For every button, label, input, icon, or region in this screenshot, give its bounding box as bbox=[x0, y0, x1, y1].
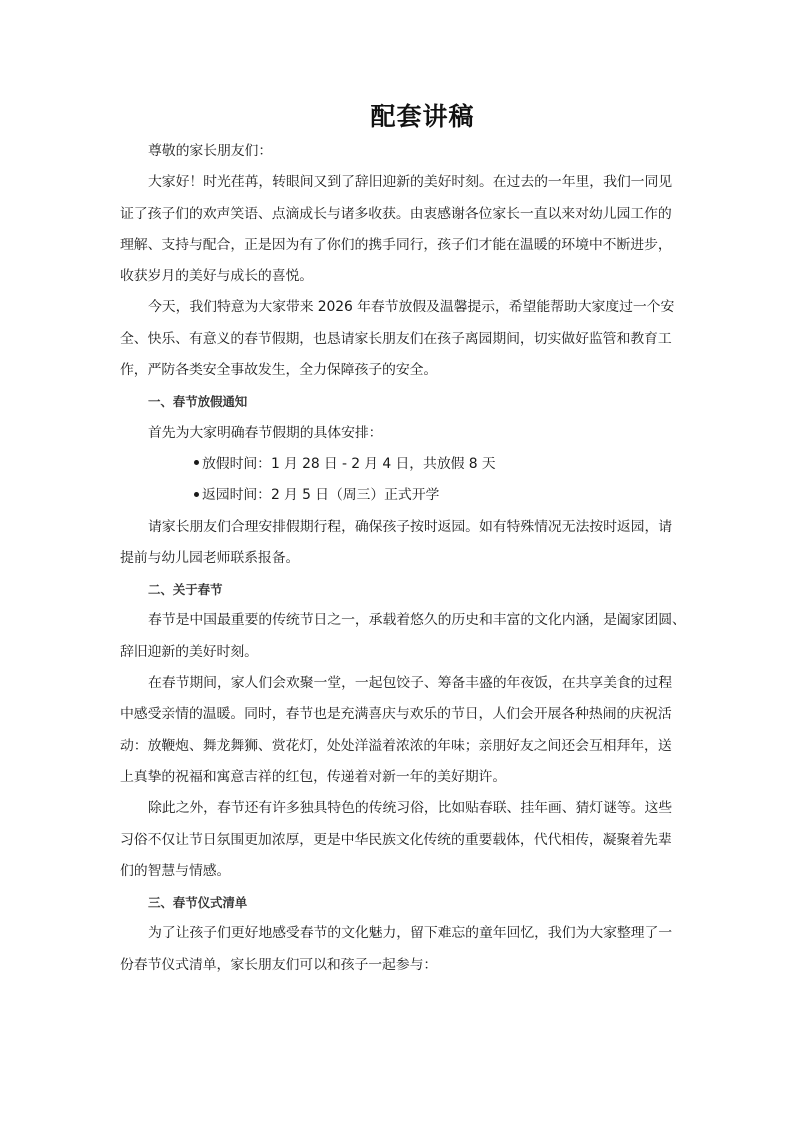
bullet-text: 返园时间：2 月 5 日（周三）正式开学 bbox=[202, 487, 440, 504]
section-heading: 一、春节放假通知 bbox=[148, 394, 248, 410]
bullet-icon bbox=[194, 492, 199, 497]
paragraph-line: 春节是中国最重要的传统节日之一，承载着悠久的历史和丰富的文化内涵，是阖家团圆、 bbox=[148, 612, 686, 629]
greeting: 尊敬的家长朋友们： bbox=[148, 143, 273, 159]
paragraph-line: 为了让孩子们更好地感受春节的文化魅力，留下难忘的童年回忆，我们为大家整理了一 bbox=[148, 925, 673, 942]
paragraph-line: 中感受亲情的温暖。同时，春节也是充满喜庆与欢乐的节日，人们会开展各种热闹的庆祝活 bbox=[120, 706, 672, 723]
paragraph-line: 理解、支持与配合，正是因为有了你们的携手同行，孩子们才能在温暖的环境中不断进步， bbox=[120, 236, 672, 253]
paragraph-line: 在春节期间，家人们会欢聚一堂，一起包饺子、筹备丰盛的年夜饭，在共享美食的过程 bbox=[148, 675, 673, 692]
section-ritual-checklist bbox=[120, 887, 690, 981]
section-holiday-notice bbox=[120, 386, 690, 574]
paragraph-line: 动：放鞭炮、舞龙舞狮、赏花灯，处处洋溢着浓浓的年味；亲朋好友之间还会互相拜年，送 bbox=[120, 737, 672, 754]
paragraph-line: 份春节仪式清单，家长朋友们可以和孩子一起参与： bbox=[120, 956, 438, 973]
paragraph-line: 收获岁月的美好与成长的喜悦。 bbox=[120, 268, 314, 285]
paragraph-line: 作，严防各类安全事故发生，全力保障孩子的安全。 bbox=[120, 362, 438, 379]
bullet-item bbox=[120, 480, 690, 511]
paragraph-line: 大家好！时光荏苒，转眼间又到了辞旧迎新的美好时刻。在过去的一年里，我们一同见 bbox=[148, 174, 673, 191]
paragraph-line: 上真挚的祝福和寓意吉祥的红包，传递着对新一年的美好期许。 bbox=[120, 768, 507, 785]
section-heading: 三、春节仪式清单 bbox=[148, 895, 248, 911]
paragraph-line: 习俗不仅让节日氛围更加浓厚，更是中华民族文化传统的重要载体，代代相传，凝聚着先辈 bbox=[120, 831, 672, 848]
paragraph-line: 除此之外，春节还有许多独具特色的传统习俗，比如贴春联、挂年画、猜灯谜等。这些 bbox=[148, 800, 673, 817]
paragraph-line: 辞旧迎新的美好时刻。 bbox=[120, 643, 258, 660]
paragraph-line: 们的智慧与情感。 bbox=[120, 862, 231, 879]
paragraph-line: 今天，我们特意为大家带来 2026 年春节放假及温馨提示，希望能帮助大家度过一个安 bbox=[148, 299, 675, 316]
section-lead: 首先为大家明确春节假期的具体安排： bbox=[148, 424, 383, 441]
paragraph-line: 提前与幼儿园老师联系报备。 bbox=[120, 549, 300, 566]
bullet-icon bbox=[194, 460, 199, 465]
paragraph-line: 证了孩子们的欢声笑语、点滴成长与诸多收获。由衷感谢各位家长一直以来对幼儿园工作的 bbox=[120, 205, 672, 222]
intro-paragraph bbox=[120, 167, 690, 292]
paragraph-line: 请家长朋友们合理安排假期行程，确保孩子按时返园。如有特殊情况无法按时返园，请 bbox=[148, 518, 673, 535]
page-title: 配套讲稿 bbox=[370, 102, 475, 131]
paragraph-line: 全、快乐、有意义的春节假期，也恳请家长朋友们在孩子离园期间，切实做好监管和教育工 bbox=[120, 330, 672, 347]
document-body bbox=[120, 136, 690, 981]
section-heading: 二、关于春节 bbox=[148, 582, 223, 598]
bullet-item bbox=[120, 449, 690, 480]
purpose-paragraph bbox=[120, 292, 690, 386]
section-about-spring-festival bbox=[120, 574, 690, 887]
bullet-text: 放假时间：1 月 28 日 - 2 月 4 日，共放假 8 天 bbox=[202, 455, 496, 472]
